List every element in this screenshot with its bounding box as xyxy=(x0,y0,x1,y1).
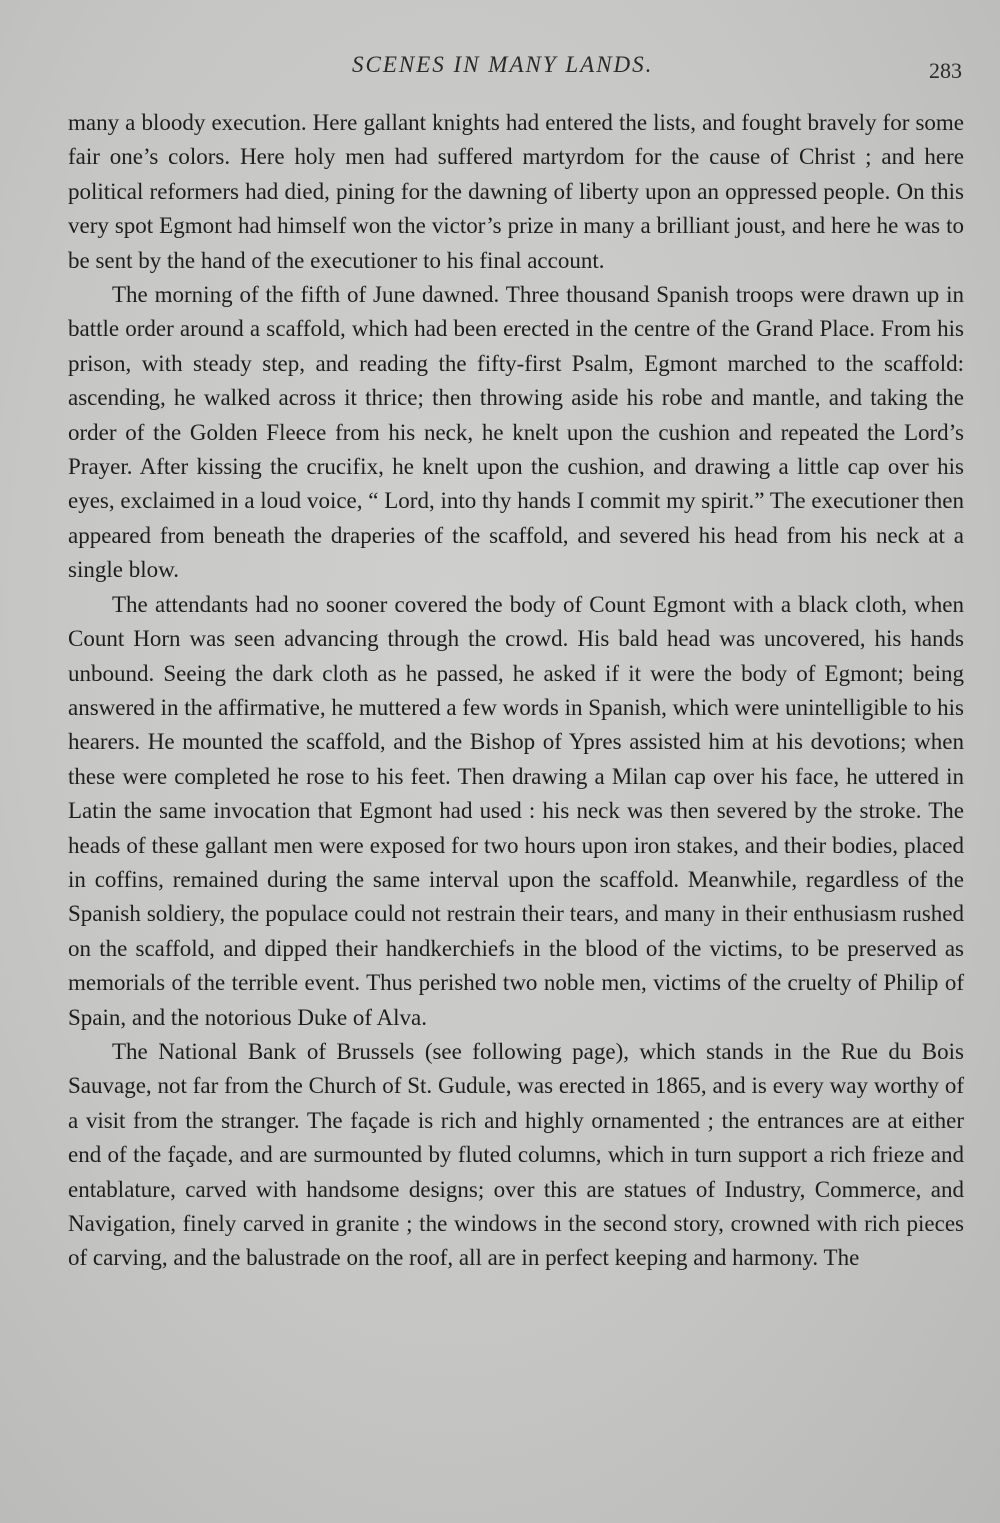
body-text xyxy=(68,106,964,1276)
running-head-title: SCENES IN MANY LANDS. xyxy=(352,52,654,77)
running-head xyxy=(0,52,1000,92)
paragraph-national-bank: The National Bank of Brussels (see following page), which stands in the Rue du Bois Sauvage, not far from the Church of St. Gudule, was erected in 1865, and is every way worthy of a visit from the stranger. The façade is rich and highly ornamented ; the entrances are at either end of the façade, and are surmounted by fluted columns, which in turn support a rich frieze and entablature, carved with handsome designs; over this are statues of Industry, Commerce, and Navigation, finely carved in granite ; the windows in the second story, crowned with rich pieces of carving, and the balustrade on the roof, all are in perfect keeping and harmony. The xyxy=(68,1038,964,1271)
page-number: 283 xyxy=(929,58,962,83)
paragraph-continued: many a bloody execution. Here gallant knights had entered the lists, and fought bravely for some fair one’s colors. Here holy men had suffered martyrdom for the cause of Christ ; and here political reformers had died, pining for the dawning of liberty upon an oppressed people. On this very spot Egmont had himself won the victor’s prize in many a brilliant joust, and here he was to be sent by the hand of the executioner to his final account. xyxy=(68,110,964,273)
paragraph-execution-horn: The attendants had no sooner covered the body of Count Egmont with a black cloth, when Count Horn was seen advancing through the crowd. His bald head was uncovered, his hands unbound. Seeing the dark cloth as he passed, he asked if it were the body of Egmont; being answered in the affirmative, he muttered a few words in Spanish, which were unintelligible to his hearers. He mounted the scaffold, and the Bishop of Ypres assisted him at his devotions; when these were completed he rose to his feet. Then drawing a Milan cap over his face, he uttered in Latin the same invocation that Egmont had used : his neck was then severed by the stroke. The heads of these gallant men were exposed for two hours upon iron stakes, and their bodies, placed in coffins, remained during the same interval upon the scaffold. Meanwhile, regardless of the Spanish soldiery, the populace could not restrain their tears, and many in their enthusiasm rushed on the scaffold, and dipped their handkerchiefs in the blood of the victims, to be preserved as memorials of the terrible event. Thus perished two noble men, victims of the cruelty of Philip of Spain, and the notorious Duke of Alva. xyxy=(68,591,964,1030)
paragraph-execution-egmont: The morning of the fifth of June dawned. Three thousand Spanish troops were drawn up in battle order around a scaffold, which had been erected in the centre of the Grand Place. From his prison, with steady step, and reading the fifty-first Psalm, Egmont marched to the scaffold: ascending, he walked across it thrice; then throwing aside his robe and mantle, and taking the order of the Golden Fleece from his neck, he knelt upon the cushion and repeated the Lord’s Prayer. After kissing the crucifix, he knelt upon the cushion, and drawing a little cap over his eyes, exclaimed in a loud voice, “ Lord, into thy hands I commit my spirit.” The executioner then appeared from beneath the draperies of the scaffold, and severed his head from his neck at a single blow. xyxy=(68,282,964,583)
